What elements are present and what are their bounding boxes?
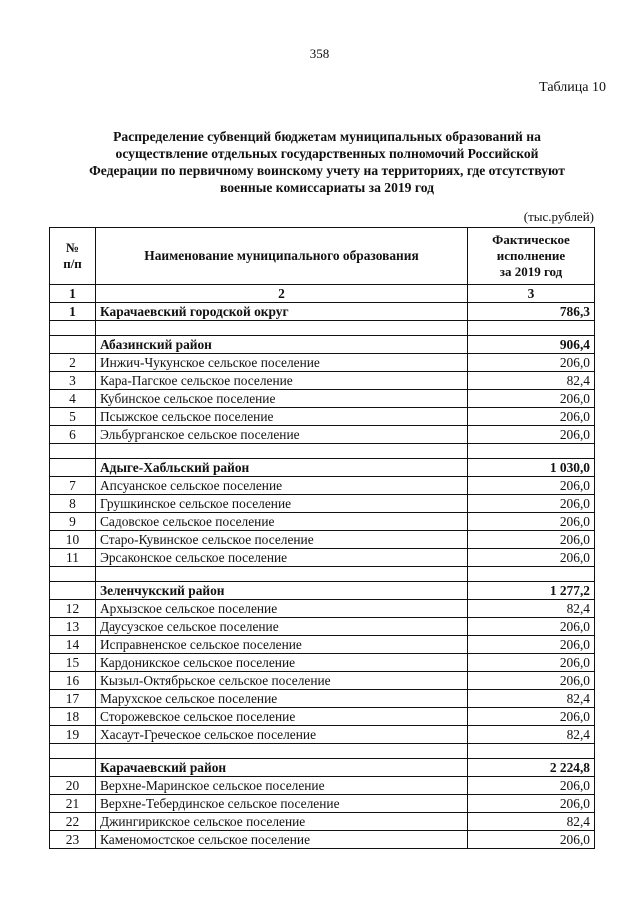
row-number: 10	[50, 531, 96, 549]
row-name: Каменомостское сельское поселение	[96, 831, 468, 849]
row-value: 82,4	[468, 600, 595, 618]
subvention-table	[49, 227, 595, 849]
district-row	[50, 336, 595, 354]
row-value: 82,4	[468, 813, 595, 831]
table-row	[50, 477, 595, 495]
row-number: 17	[50, 690, 96, 708]
row-name: Грушкинское сельское поселение	[96, 495, 468, 513]
row-number: 23	[50, 831, 96, 849]
header-value	[468, 228, 595, 285]
table-row	[50, 600, 595, 618]
row-name: Эрсаконское сельское поселение	[96, 549, 468, 567]
table-row	[50, 672, 595, 690]
row-number: 2	[50, 354, 96, 372]
row-value: 786,3	[468, 303, 595, 321]
row-value: 82,4	[468, 726, 595, 744]
table-row	[50, 390, 595, 408]
title-line: Федерации по первичному воинскому учету на территориях, где отсутствуют	[89, 163, 565, 178]
header-name: Наименование муниципального образования	[96, 228, 468, 285]
row-name: Кызыл-Октябрьское сельское поселение	[96, 672, 468, 690]
table-row	[50, 372, 595, 390]
row-name: Исправненское сельское поселение	[96, 636, 468, 654]
column-number: 2	[96, 285, 468, 303]
row-value: 82,4	[468, 690, 595, 708]
row-name: Джингирикское сельское поселение	[96, 813, 468, 831]
row-name: Хасаут-Греческое сельское поселение	[96, 726, 468, 744]
title-line: Распределение субвенций бюджетам муниципальных образований на	[113, 129, 541, 144]
table-row	[50, 636, 595, 654]
spacer-row	[50, 567, 595, 582]
row-value: 206,0	[468, 654, 595, 672]
table-row	[50, 690, 595, 708]
header-value-line3: за 2019 год	[499, 264, 563, 279]
row-value: 206,0	[468, 495, 595, 513]
row-number: 12	[50, 600, 96, 618]
row-number: 18	[50, 708, 96, 726]
row-number: 5	[50, 408, 96, 426]
district-row	[50, 759, 595, 777]
row-number	[50, 759, 96, 777]
row-number: 20	[50, 777, 96, 795]
row-name: Адыге-Хабльский район	[96, 459, 468, 477]
row-name: Марухское сельское поселение	[96, 690, 468, 708]
row-name: Карачаевский район	[96, 759, 468, 777]
row-number: 9	[50, 513, 96, 531]
row-number: 15	[50, 654, 96, 672]
district-row	[50, 303, 595, 321]
spacer-row	[50, 444, 595, 459]
spacer-cell	[96, 444, 468, 459]
row-name: Сторожевское сельское поселение	[96, 708, 468, 726]
row-name: Инжич-Чукунское сельское поселение	[96, 354, 468, 372]
title-line: осуществление отдельных государственных полномочий Российской	[115, 146, 539, 161]
spacer-cell	[468, 444, 595, 459]
row-number: 19	[50, 726, 96, 744]
row-value: 206,0	[468, 831, 595, 849]
units-label: (тыс.рублей)	[523, 209, 594, 224]
row-value: 206,0	[468, 408, 595, 426]
page-number: 358	[309, 46, 330, 61]
spacer-cell	[96, 567, 468, 582]
spacer-cell	[50, 444, 96, 459]
column-number: 3	[468, 285, 595, 303]
table-row	[50, 354, 595, 372]
row-number: 1	[50, 303, 96, 321]
table-row	[50, 777, 595, 795]
row-name: Зеленчукский район	[96, 582, 468, 600]
document-title	[60, 128, 594, 196]
table-row	[50, 795, 595, 813]
table-row	[50, 513, 595, 531]
row-value: 206,0	[468, 513, 595, 531]
row-name: Верхне-Маринское сельское поселение	[96, 777, 468, 795]
table-row	[50, 708, 595, 726]
row-value: 206,0	[468, 549, 595, 567]
row-number: 4	[50, 390, 96, 408]
row-name: Кубинское сельское поселение	[96, 390, 468, 408]
row-value: 206,0	[468, 618, 595, 636]
row-value: 206,0	[468, 636, 595, 654]
header-value-line1: Фактическое	[492, 232, 570, 247]
row-value: 906,4	[468, 336, 595, 354]
spacer-cell	[468, 567, 595, 582]
spacer-row	[50, 744, 595, 759]
table-row	[50, 726, 595, 744]
row-value: 206,0	[468, 531, 595, 549]
row-name: Карачаевский городской округ	[96, 303, 468, 321]
row-name: Архызское сельское поселение	[96, 600, 468, 618]
spacer-cell	[50, 567, 96, 582]
table-row	[50, 495, 595, 513]
row-number: 14	[50, 636, 96, 654]
row-name: Абазинский район	[96, 336, 468, 354]
row-number: 3	[50, 372, 96, 390]
header-number-line2: п/п	[63, 256, 82, 271]
row-number: 13	[50, 618, 96, 636]
row-value: 206,0	[468, 672, 595, 690]
row-name: Апсуанское сельское поселение	[96, 477, 468, 495]
spacer-cell	[96, 321, 468, 336]
spacer-cell	[50, 321, 96, 336]
row-name: Эльбурганское сельское поселение	[96, 426, 468, 444]
table-row	[50, 618, 595, 636]
table-row	[50, 531, 595, 549]
header-value-line2: исполнение	[496, 248, 566, 263]
row-number	[50, 459, 96, 477]
header-number-line1: №	[65, 240, 80, 255]
row-name: Садовское сельское поселение	[96, 513, 468, 531]
row-name: Псыжское сельское поселение	[96, 408, 468, 426]
row-number: 6	[50, 426, 96, 444]
row-value: 2 224,8	[468, 759, 595, 777]
row-value: 1 030,0	[468, 459, 595, 477]
row-value: 206,0	[468, 795, 595, 813]
district-row	[50, 582, 595, 600]
row-value: 1 277,2	[468, 582, 595, 600]
table-row	[50, 426, 595, 444]
row-number	[50, 336, 96, 354]
table-row	[50, 654, 595, 672]
table-body	[50, 285, 595, 849]
row-number: 16	[50, 672, 96, 690]
row-value: 206,0	[468, 477, 595, 495]
column-number: 1	[50, 285, 96, 303]
row-name: Кардоникское сельское поселение	[96, 654, 468, 672]
row-value: 206,0	[468, 426, 595, 444]
row-name: Старо-Кувинское сельское поселение	[96, 531, 468, 549]
district-row	[50, 459, 595, 477]
row-value: 206,0	[468, 777, 595, 795]
spacer-cell	[468, 744, 595, 759]
row-number	[50, 582, 96, 600]
column-number-row	[50, 285, 595, 303]
row-number: 8	[50, 495, 96, 513]
row-number: 21	[50, 795, 96, 813]
title-line: военные комиссариаты за 2019 год	[220, 180, 434, 195]
table-row	[50, 831, 595, 849]
table-row	[50, 408, 595, 426]
row-number: 22	[50, 813, 96, 831]
table-label: Таблица 10	[539, 80, 606, 95]
row-value: 206,0	[468, 390, 595, 408]
row-value: 206,0	[468, 708, 595, 726]
row-number: 7	[50, 477, 96, 495]
table-row	[50, 549, 595, 567]
table-header	[50, 228, 595, 285]
spacer-cell	[468, 321, 595, 336]
spacer-cell	[50, 744, 96, 759]
row-name: Кара-Пагское сельское поселение	[96, 372, 468, 390]
row-number: 11	[50, 549, 96, 567]
spacer-cell	[96, 744, 468, 759]
row-name: Верхне-Тебердинское сельское поселение	[96, 795, 468, 813]
row-name: Даусузское сельское поселение	[96, 618, 468, 636]
row-value: 82,4	[468, 372, 595, 390]
spacer-row	[50, 321, 595, 336]
header-number	[50, 228, 96, 285]
row-value: 206,0	[468, 354, 595, 372]
table-row	[50, 813, 595, 831]
